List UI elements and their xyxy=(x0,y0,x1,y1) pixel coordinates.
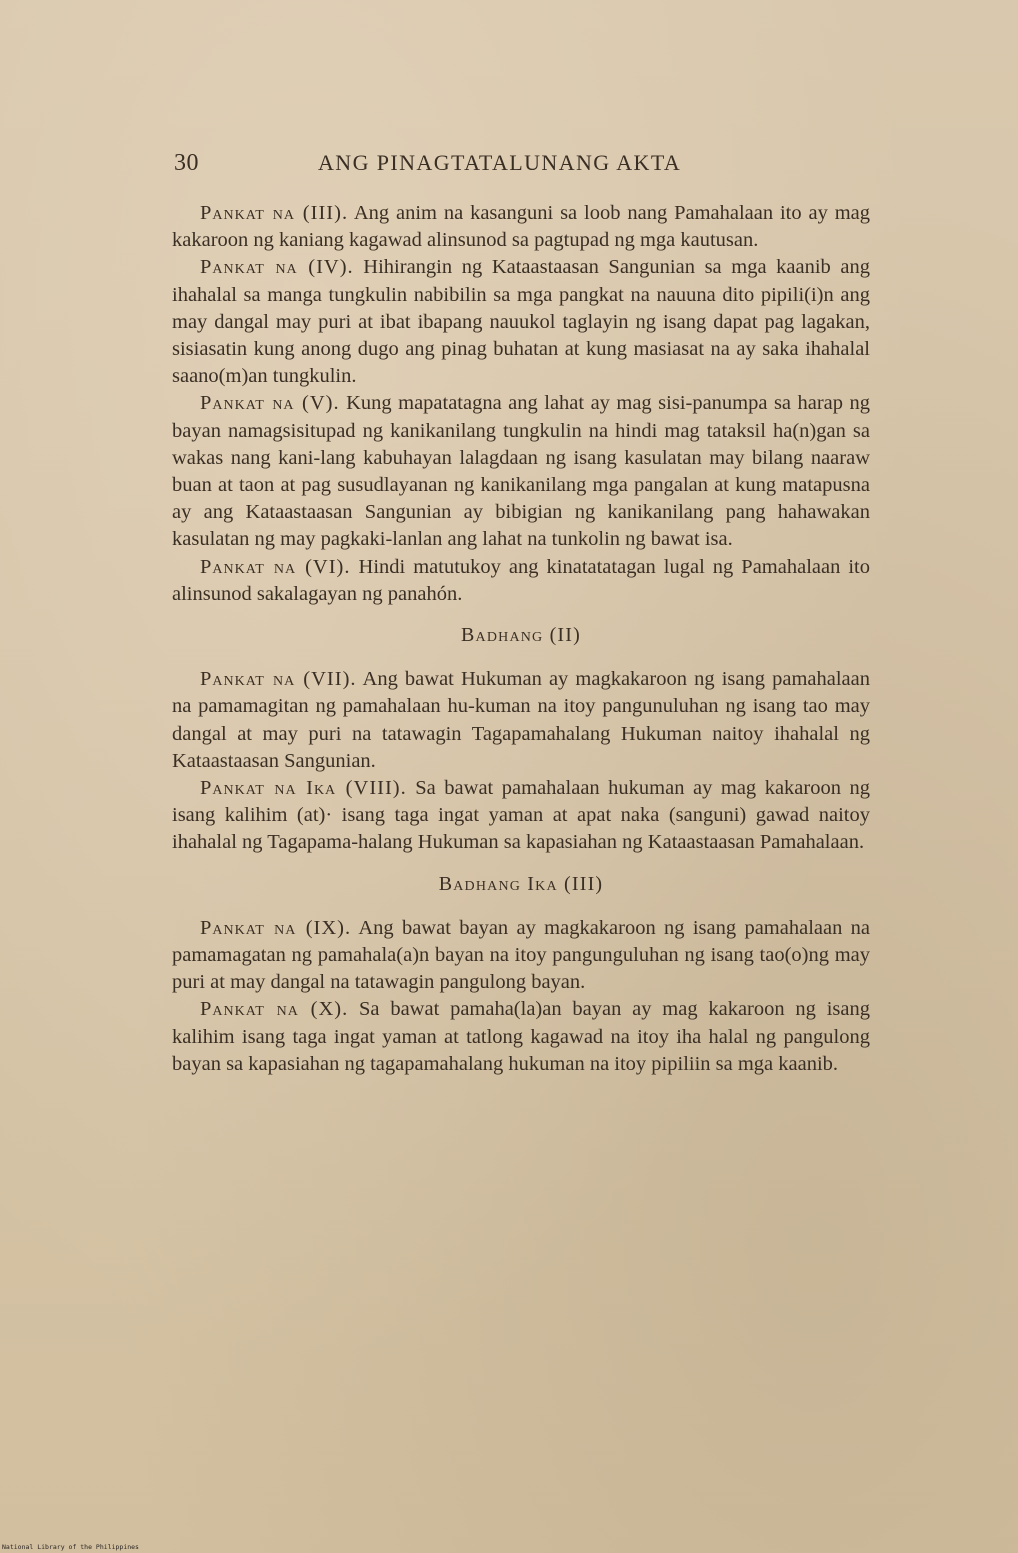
body-text xyxy=(172,200,870,1078)
paragraph-pankat-vii xyxy=(172,666,870,775)
section-heading-badhang-ii: Badhang (II) xyxy=(460,624,582,647)
paragraph-pankat-vi xyxy=(172,554,870,608)
pankat-label: Pankat na (VI). xyxy=(200,555,351,578)
paragraph-text: Kung mapatatagna ang lahat ay mag sisi-panumpa sa harap ng bayan namagsisitupad ng kanikanilang tungkulin na hindi mag tataksil ha(n)gan sa wakas nang kani-lang kabuhayan lalagdaan ng isang kasulatan may bilang naaraw buan at taon at pag susudlayanan ng kanikanilang mga pangalan at kung matapusna ay ang Kataastaasan Sangunian ay bibigian ng kanikanilang pang hahawakan kasulatan ng may pagkaki-lanlan ang lahat na tunkolin ng bawat isa. xyxy=(172,392,871,551)
paragraph-text: Ang bawat Hukuman ay magkakaroon ng isang pamahalaan na pamamagitan ng pamahalaan hu-kuman na itoy pangunuluhan ng isang tao may dangal at may puri na tatawagin Tagapamahalang Hukuman naitoy ihahalal ng Kataastaasan Sangunian. xyxy=(172,668,870,772)
pankat-label: Pankat na Ika (VIII). xyxy=(200,777,407,800)
paragraph-text: Hindi matutukoy ang kinatatatagan lugal ng Pamahalaan ito alinsunod sakalagayan ng panahón. xyxy=(172,555,870,605)
pankat-label: Pankat na (V). xyxy=(200,392,340,415)
paragraph-pankat-iv xyxy=(172,254,870,390)
paragraph-text: Hihirangin ng Kataastaasan Sangunian sa mga kaanib ang ihahalal sa manga tungkulin nabibilin sa mga pangkat na nauuna dito pipili(i)n ang may dangal may puri at ibat ibapang nauukol taglayin ng isang dapat pag lagakan, sisiasatin kung anong dugo ang pinag buhatan at kung masiasat na ay saka ihahalal saano(m)an tungkulin. xyxy=(172,256,870,388)
running-title: ANG PINAGTATALUNANG AKTA xyxy=(318,150,682,175)
paragraph-text: Ang anim na kasanguni sa loob nang Pamahalaan ito ay mag kakaroon ng kaniang kagawad alinsunod sa pagtupad ng mga kautusan. xyxy=(172,202,870,252)
pankat-label: Pankat na (IX). xyxy=(200,916,352,939)
paragraph-text: Ang bawat bayan ay magkakaroon ng isang pamahalaan na pamamagatan ng pamahala(a)n bayan na itoy pangunguluhan ng isang tao(o)ng may puri at may dangal na tatawagin pangulong bayan. xyxy=(172,916,871,994)
section-heading-badhang-iii: Badhang Ika (III) xyxy=(438,872,604,895)
library-credit: National Library of the Philippines xyxy=(2,1543,139,1551)
paragraph-text: Sa bawat pamaha(la)an bayan ay mag kakaroon ng isang kalihim isang taga ingat yaman at tatlong kagawad na itoy iha halal ng pangulong bayan sa kapasiahan ng tagapamahalang hukuman na itoy pipiliin sa mga kaanib. xyxy=(172,998,870,1075)
paragraph-pankat-ix xyxy=(172,915,870,997)
paragraph-pankat-iii xyxy=(172,200,870,254)
paragraph-text: Sa bawat pamahalaan hukuman ay mag kakaroon ng isang kalihim (at)· isang taga ingat yaman at apat naka (sanguni) gawad naitoy ihahalal ng Tagapama-halang Hukuman sa kapasiahan ng Kataastaasan Pamahalaan. xyxy=(172,777,870,854)
paragraph-pankat-v xyxy=(172,390,870,553)
paragraph-pankat-viii xyxy=(172,775,870,857)
pankat-label: Pankat na (X). xyxy=(200,998,349,1021)
running-head xyxy=(172,150,872,184)
pankat-label: Pankat na (IV). xyxy=(200,256,354,279)
page-number: 30 xyxy=(174,150,199,176)
paragraph-pankat-x xyxy=(172,996,870,1078)
pankat-label: Pankat na (VII). xyxy=(200,668,357,691)
pankat-label: Pankat na (III). xyxy=(200,202,349,224)
